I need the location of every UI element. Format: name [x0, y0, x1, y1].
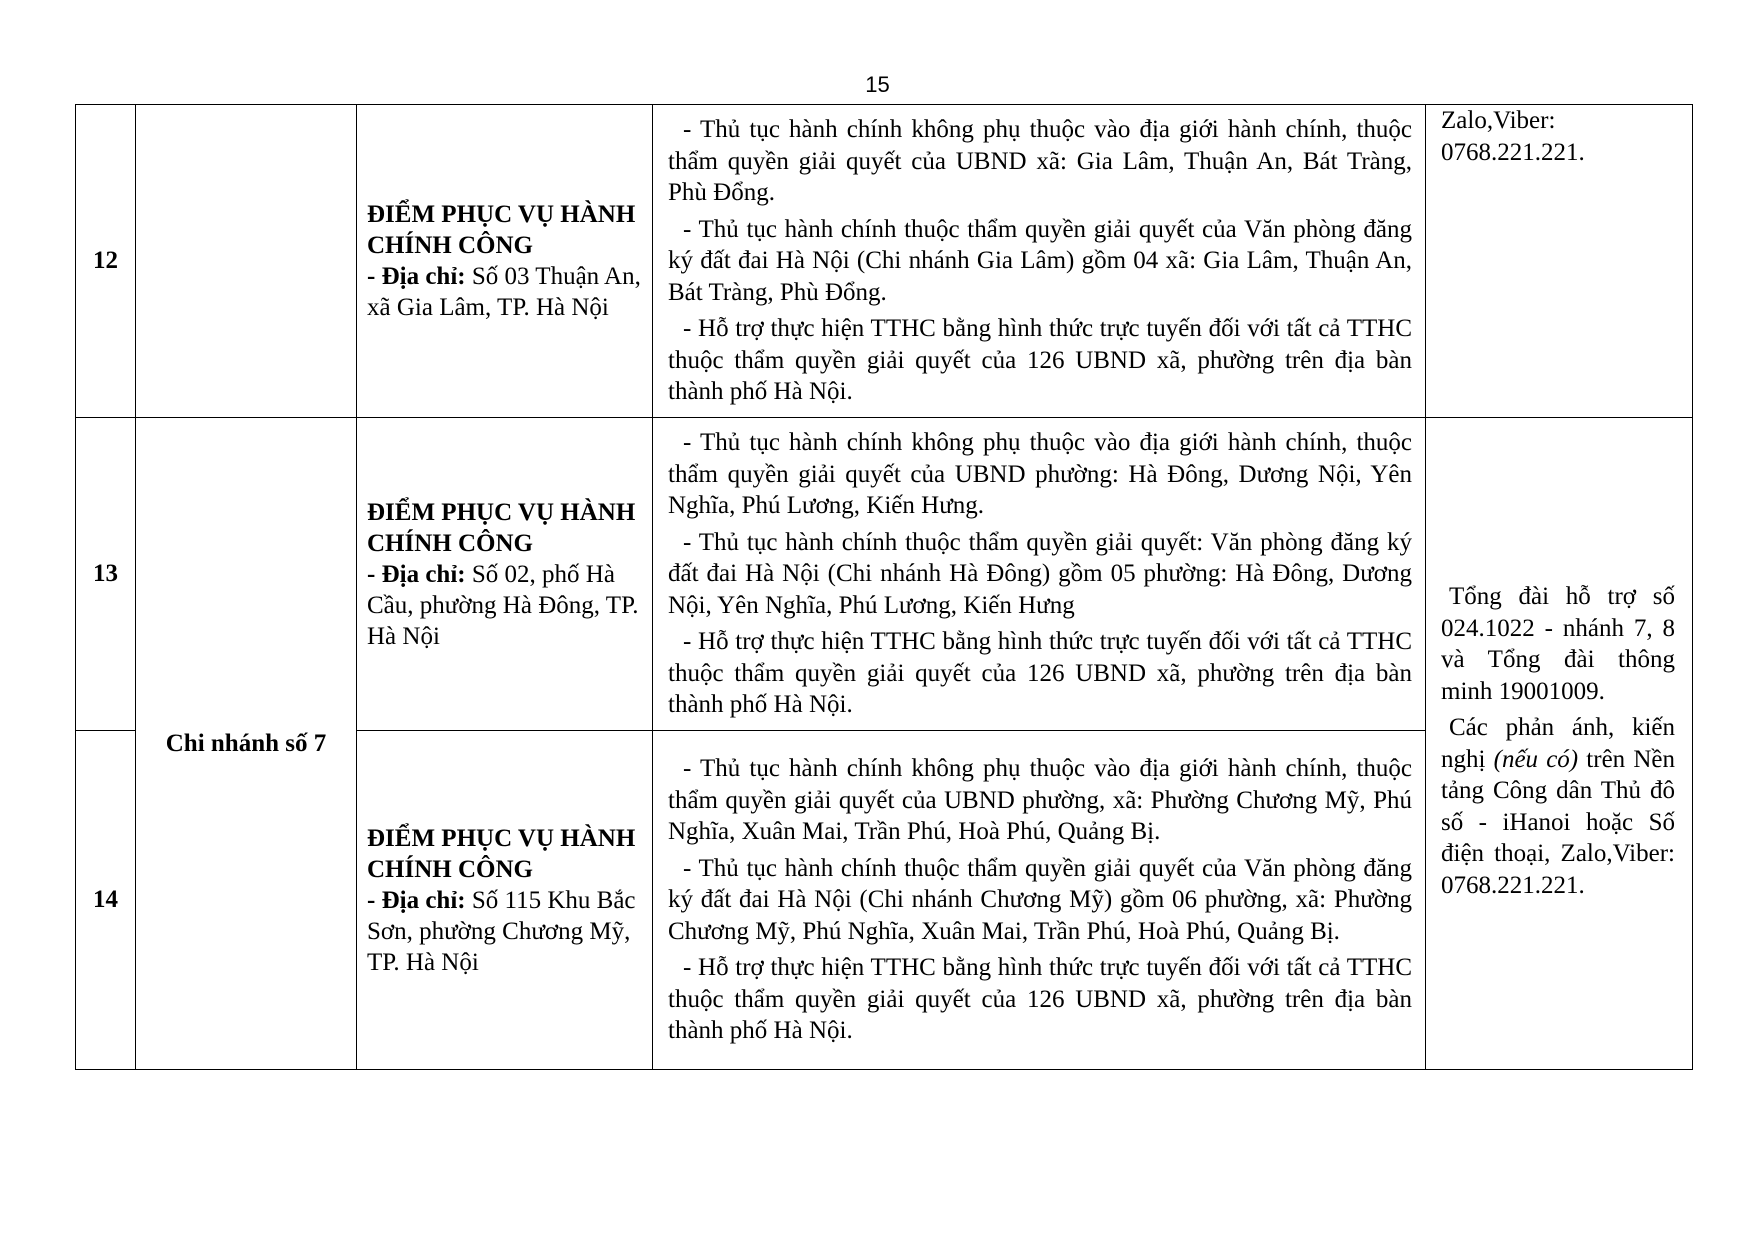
service-points-table [75, 104, 1693, 1070]
row-number: 12 [76, 105, 136, 418]
branch-name: Chi nhánh số 7 [136, 418, 357, 1070]
row-number: 14 [76, 731, 136, 1070]
scope-item: - Thủ tục hành chính thuộc thẩm quyền giải quyết của Văn phòng đăng ký đất đai Hà Nội (Chi nhánh Chương Mỹ) gồm 06 phường, xã: Phường Chương Mỹ, Phú Nghĩa, Xuân Mai, Trần Phú, Hoà Phú, Quảng Bị. [668, 854, 1412, 945]
address-label: - Địa chỉ: [367, 263, 466, 290]
scope-item: - Hỗ trợ thực hiện TTHC bằng hình thức trực tuyến đối với tất cả TTHC thuộc thẩm quyền giải quyết của 126 UBND xã, phường trên địa bàn thành phố Hà Nội. [668, 954, 1412, 1045]
hotline-text: Tổng đài hỗ trợ số 024.1022 - nhánh 7, 8 và Tổng đài thông minh 19001009. [1441, 583, 1675, 705]
service-point-title: ĐIỂM PHỤC VỤ HÀNH CHÍNH CÔNG [367, 824, 636, 883]
scope-cell [653, 418, 1426, 731]
contact-line: 0768.221.221. [1441, 138, 1585, 166]
service-point-cell [357, 418, 653, 731]
scope-item: - Thủ tục hành chính không phụ thuộc vào địa giới hành chính, thuộc thẩm quyền giải quyết của UBND phường, xã: Phường Chương Mỹ, Phú Nghĩa, Xuân Mai, Trần Phú, Hoà Phú, Quảng Bị. [668, 755, 1412, 846]
scope-item: - Thủ tục hành chính không phụ thuộc vào địa giới hành chính, thuộc thẩm quyền giải quyết của UBND phường: Hà Đông, Dương Nội, Yên Nghĩa, Phú Lương, Kiến Hưng. [668, 429, 1412, 520]
scope-item: - Hỗ trợ thực hiện TTHC bằng hình thức trực tuyến đối với tất cả TTHC thuộc thẩm quyền giải quyết của 126 UBND xã, phường trên địa bàn thành phố Hà Nội. [668, 315, 1412, 406]
table-row [76, 418, 1693, 731]
feedback-text: Các phản ánh, kiến nghị (nếu có) trên Nền tảng Công dân Thủ đô số - iHanoi hoặc Số điện thoại, Zalo,Viber: 0768.221.221. [1441, 714, 1675, 899]
scope-item: - Hỗ trợ thực hiện TTHC bằng hình thức trực tuyến đối với tất cả TTHC thuộc thẩm quyền giải quyết của 126 UBND xã, phường trên địa bàn thành phố Hà Nội. [668, 628, 1412, 719]
address-label: - Địa chỉ: [367, 886, 466, 914]
service-point-address [367, 885, 642, 978]
address-label: - Địa chỉ: [367, 560, 466, 588]
address-text: Số 03 Thuận An, xã Gia Lâm, TP. Hà Nội [367, 263, 641, 321]
page-number: 15 [865, 72, 890, 97]
scope-item: - Thủ tục hành chính thuộc thẩm quyền giải quyết: Văn phòng đăng ký đất đai Hà Nội (Chi nhánh Hà Đông) gồm 05 phường: Hà Đông, Dương Nội, Yên Nghĩa, Phú Lương, Kiến Hưng [668, 528, 1412, 619]
contact-line: Zalo,Viber: [1441, 107, 1556, 134]
scope-item: - Thủ tục hành chính thuộc thẩm quyền giải quyết của Văn phòng đăng ký đất đai Hà Nội (Chi nhánh Gia Lâm) gồm 04 xã: Gia Lâm, Thuận An, Bát Tràng, Phù Đổng. [668, 215, 1412, 306]
service-point-cell [357, 731, 653, 1070]
scope-cell [653, 731, 1426, 1070]
service-point-address [367, 559, 642, 652]
branch-cell-empty [136, 105, 357, 418]
address-text: Số 115 Khu Bắc Sơn, phường Chương Mỹ, TP. Hà Nội [367, 886, 636, 976]
service-point-title: ĐIỂM PHỤC VỤ HÀNH CHÍNH CÔNG [367, 498, 636, 557]
scope-cell [653, 105, 1426, 418]
service-point-cell [357, 105, 653, 418]
table-row [76, 105, 1693, 418]
contact-cell [1426, 105, 1693, 418]
address-text: Số 02, phố Hà Cầu, phường Hà Đông, TP. Hà Nội [367, 560, 639, 650]
row-number: 13 [76, 418, 136, 731]
scope-item: - Thủ tục hành chính không phụ thuộc vào địa giới hành chính, thuộc thẩm quyền giải quyết của UBND xã: Gia Lâm, Thuận An, Bát Tràng, Phù Đổng. [668, 116, 1412, 207]
service-point-address [367, 261, 642, 323]
service-point-title: ĐIỂM PHỤC VỤ HÀNH CHÍNH CÔNG [367, 201, 636, 259]
contact-cell [1426, 418, 1693, 1070]
